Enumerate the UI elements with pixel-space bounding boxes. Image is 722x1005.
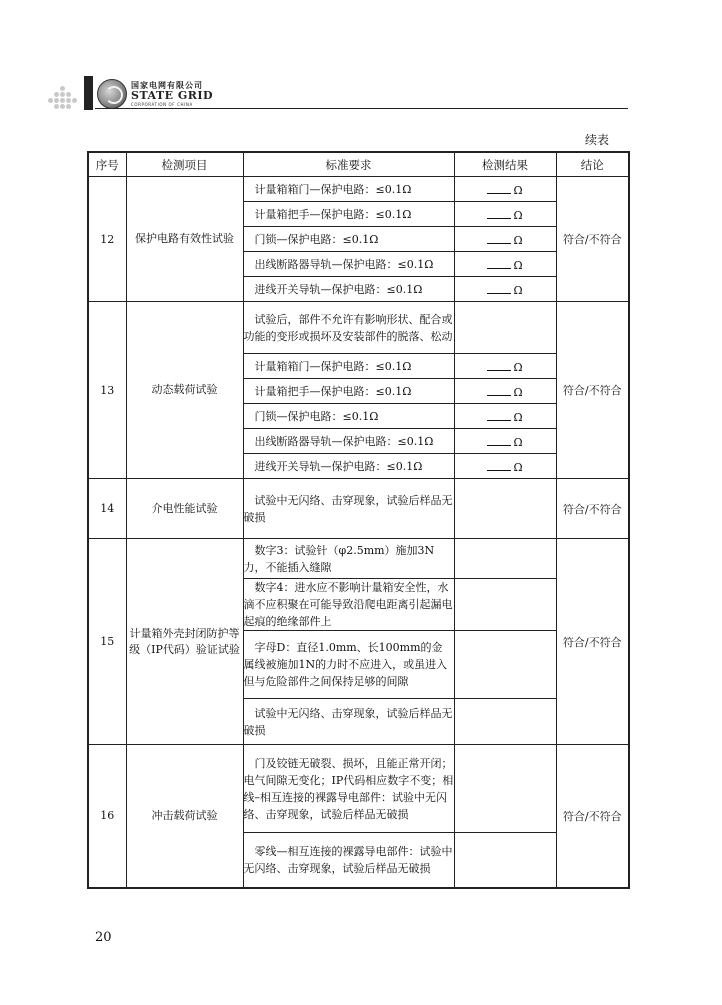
test-item: 计量箱外壳封闭防护等级（IP代码）验证试验 [126, 539, 243, 745]
result-unit: Ω [513, 258, 523, 272]
requirement-text: 出线断路器导轨—保护电路：≤0.1Ω [254, 434, 434, 448]
requirement-cell [243, 252, 454, 277]
requirement-text: 数字3：试验针（φ2.5mm）施加3N力，不能插入缝隙 [243, 543, 435, 574]
result-cell[interactable] [454, 252, 556, 277]
continued-label: 续表 [585, 133, 610, 147]
result-unit: Ω [513, 410, 523, 424]
requirement-text: 计量箱把手—保护电路：≤0.1Ω [254, 384, 412, 398]
col-header-conclusion: 结论 [556, 152, 629, 177]
result-unit: Ω [513, 460, 523, 474]
requirement-cell [243, 745, 454, 833]
org-name-en: STATE GRID [131, 89, 214, 102]
result-cell[interactable] [454, 579, 556, 631]
requirement-cell [243, 202, 454, 227]
result-cell[interactable] [454, 631, 556, 699]
result-cell[interactable] [454, 745, 556, 833]
requirement-text: 门锁—保护电路：≤0.1Ω [254, 232, 379, 246]
result-blank-field[interactable] [487, 182, 511, 194]
requirement-text: 门锁—保护电路：≤0.1Ω [254, 409, 379, 423]
result-unit: Ω [513, 385, 523, 399]
requirement-cell [243, 539, 454, 579]
result-unit: Ω [513, 183, 523, 197]
requirement-text: 试验后，部件不允许有影响形状、配合或功能的变形或损坏及安装部件的脱落、松动 [243, 312, 453, 343]
requirement-cell [243, 177, 454, 202]
requirement-cell [243, 479, 454, 539]
table-row [88, 539, 629, 579]
col-header-requirement: 标准要求 [243, 152, 454, 177]
result-cell[interactable] [454, 479, 556, 539]
result-blank-field[interactable] [487, 207, 511, 219]
col-header-no: 序号 [88, 152, 126, 177]
table-row [88, 177, 629, 202]
result-cell[interactable] [454, 833, 556, 888]
result-cell[interactable] [454, 404, 556, 429]
requirement-cell [243, 699, 454, 745]
org-name-en-sub: CORPORATION OF CHINA [131, 102, 193, 107]
result-cell[interactable] [454, 227, 556, 252]
test-item: 动态载荷试验 [126, 302, 243, 479]
requirement-text: 计量箱箱门—保护电路：≤0.1Ω [254, 182, 412, 196]
conclusion-cell: 符合/不符合 [556, 177, 629, 302]
conclusion-cell: 符合/不符合 [556, 539, 629, 745]
page-number: 20 [95, 930, 112, 945]
result-cell[interactable] [454, 277, 556, 302]
result-blank-field[interactable] [487, 359, 511, 371]
test-item: 冲击载荷试验 [126, 745, 243, 888]
result-blank-field[interactable] [487, 257, 511, 269]
result-cell[interactable] [454, 177, 556, 202]
conclusion-cell: 符合/不符合 [556, 302, 629, 479]
requirement-cell [243, 833, 454, 888]
requirement-text: 出线断路器导轨—保护电路：≤0.1Ω [254, 257, 434, 271]
conclusion-cell: 符合/不符合 [556, 745, 629, 888]
requirement-cell [243, 354, 454, 379]
state-grid-logo-icon [97, 79, 127, 109]
org-name-cn: 国家电网有限公司 [131, 81, 203, 90]
requirement-cell [243, 302, 454, 354]
requirement-text: 字母D：直径1.0mm、长100mm的金属线被施加1N的力时不应进入，或虽进入但与危险部件之间保持足够的间隙 [243, 641, 448, 688]
header-dots-decoration [48, 86, 80, 112]
result-blank-field[interactable] [487, 232, 511, 244]
requirement-cell [243, 227, 454, 252]
result-unit: Ω [513, 208, 523, 222]
requirement-cell [243, 631, 454, 699]
row-number: 15 [88, 539, 126, 745]
requirement-text: 计量箱把手—保护电路：≤0.1Ω [254, 207, 412, 221]
header-rule [95, 108, 628, 109]
result-unit: Ω [513, 283, 523, 297]
table-header-row [88, 152, 629, 177]
result-cell[interactable] [454, 454, 556, 479]
requirement-cell [243, 404, 454, 429]
requirement-text: 进线开关导轨—保护电路：≤0.1Ω [254, 282, 423, 296]
row-number: 16 [88, 745, 126, 888]
test-item: 保护电路有效性试验 [126, 177, 243, 302]
requirement-text: 零线—相互连接的裸露导电部件：试验中无闪络、击穿现象，试验后样品无破损 [243, 844, 453, 875]
result-unit: Ω [513, 360, 523, 374]
result-cell[interactable] [454, 379, 556, 404]
requirement-text: 试验中无闪络、击穿现象，试验后样品无破损 [243, 493, 453, 524]
requirement-cell [243, 379, 454, 404]
result-unit: Ω [513, 233, 523, 247]
result-cell[interactable] [454, 699, 556, 745]
result-blank-field[interactable] [487, 384, 511, 396]
header-bar-decoration [84, 76, 93, 110]
table-row [88, 302, 629, 354]
table-row [88, 479, 629, 539]
row-number: 13 [88, 302, 126, 479]
requirement-text: 门及铰链无破裂、损坏，且能正常开闭；电气间隙无变化；IP代码相应数字不变；相线–相互连接的裸露导电部件：试验中无闪络、击穿现象，试验后样品无破损 [243, 756, 454, 821]
requirement-cell [243, 277, 454, 302]
result-blank-field[interactable] [487, 409, 511, 421]
result-blank-field[interactable] [487, 459, 511, 471]
requirement-text: 进线开关导轨—保护电路：≤0.1Ω [254, 459, 423, 473]
conclusion-cell: 符合/不符合 [556, 479, 629, 539]
inspection-table [87, 151, 630, 889]
test-item: 介电性能试验 [126, 479, 243, 539]
row-number: 14 [88, 479, 126, 539]
result-cell[interactable] [454, 354, 556, 379]
requirement-cell [243, 579, 454, 631]
requirement-text: 计量箱箱门—保护电路：≤0.1Ω [254, 359, 412, 373]
result-cell[interactable] [454, 202, 556, 227]
col-header-result: 检测结果 [454, 152, 556, 177]
col-header-item: 检测项目 [126, 152, 243, 177]
result-cell[interactable] [454, 539, 556, 579]
requirement-cell [243, 454, 454, 479]
result-blank-field[interactable] [487, 434, 511, 446]
requirement-cell [243, 429, 454, 454]
result-blank-field[interactable] [487, 282, 511, 294]
result-unit: Ω [513, 435, 523, 449]
requirement-text: 试验中无闪络、击穿现象，试验后样品无破损 [243, 706, 453, 737]
table-row [88, 745, 629, 833]
result-cell[interactable] [454, 302, 556, 354]
row-number: 12 [88, 177, 126, 302]
requirement-text: 数字4：进水应不影响计量箱安全性，水滴不应积聚在可能导致沿爬电距离引起漏电起痕的绝缘部件上 [243, 581, 453, 628]
result-cell[interactable] [454, 429, 556, 454]
